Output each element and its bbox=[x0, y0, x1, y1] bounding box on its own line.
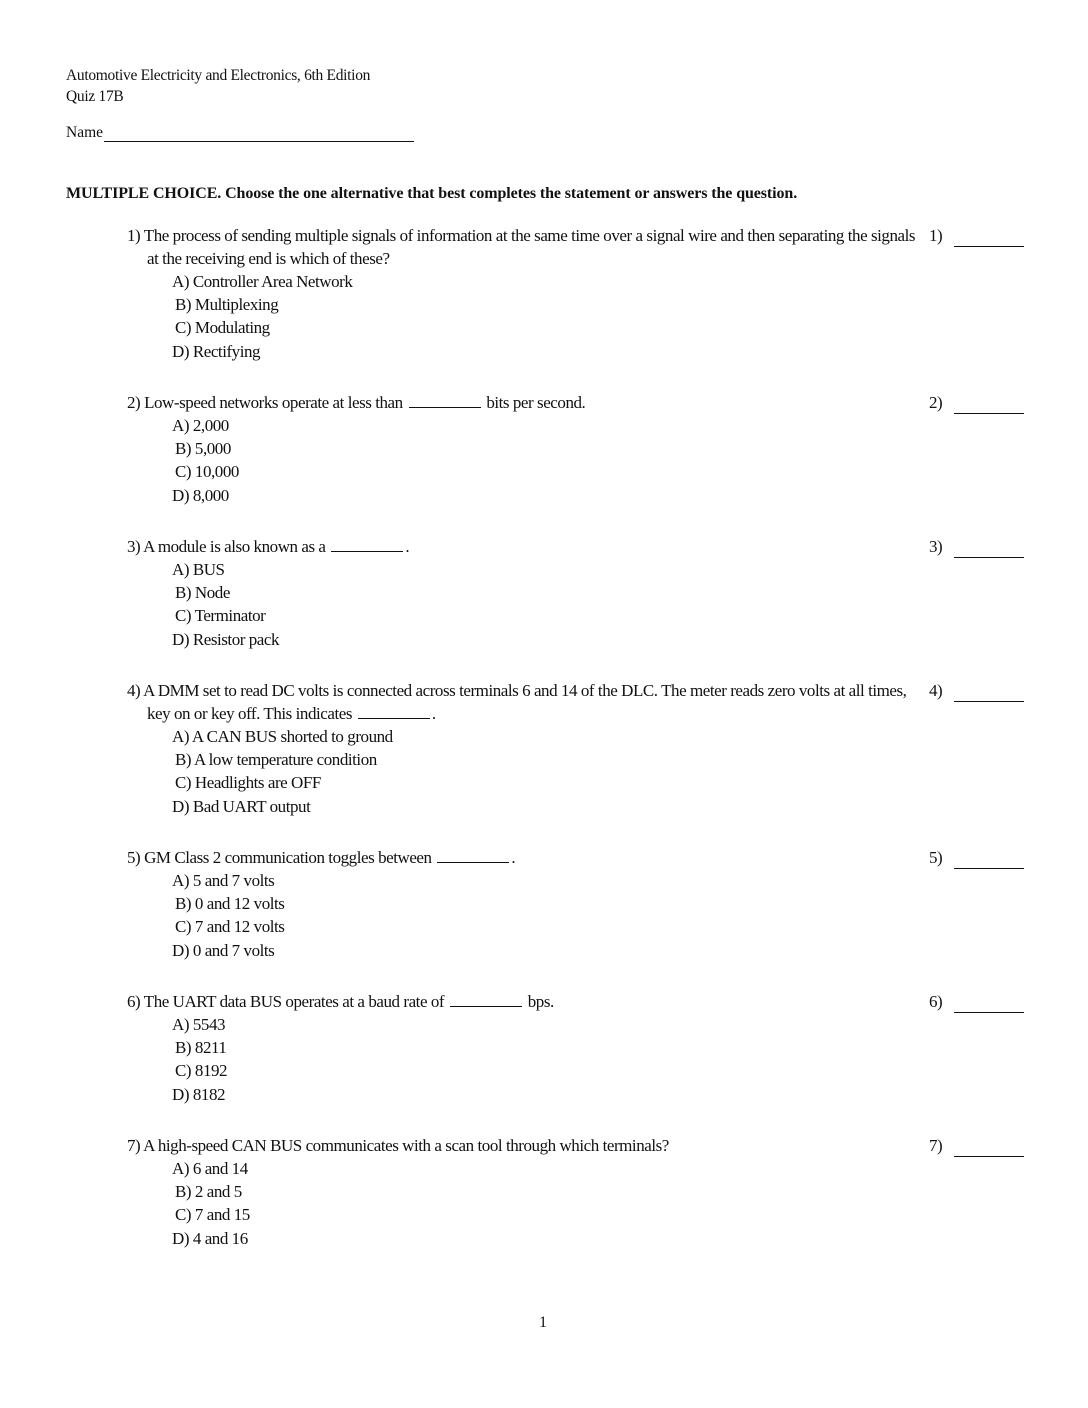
answer-blank-label: 6) bbox=[929, 992, 943, 1011]
page-number: 1 bbox=[539, 1314, 547, 1331]
answer-blank-label: 2) bbox=[929, 393, 943, 412]
question-text: Low-speed networks operate at less than bbox=[144, 393, 403, 412]
question-text-after: . bbox=[405, 537, 410, 556]
question-text: The UART data BUS operates at a baud rate of bbox=[143, 992, 445, 1011]
question-stem bbox=[127, 391, 917, 414]
answer-options bbox=[172, 1013, 1027, 1106]
answer-blank-label: 4) bbox=[929, 681, 943, 700]
answer-option: C) Modulating bbox=[175, 318, 270, 338]
answer-option: C) Headlights are OFF bbox=[175, 773, 321, 793]
fill-in-blank bbox=[358, 704, 430, 719]
answer-option: D) 8,000 bbox=[172, 485, 229, 505]
answer-options bbox=[172, 558, 1027, 651]
question-number: 5) bbox=[127, 848, 141, 867]
answer-blank-label: 7) bbox=[929, 1136, 943, 1155]
answer-option: A) 5543 bbox=[172, 1015, 226, 1034]
question-text: The process of sending multiple signals of information at the same time over a signal wire and then separating the signals at the receiving end is which of these? bbox=[143, 226, 916, 268]
question-text-after: bps. bbox=[527, 992, 554, 1011]
answer-options bbox=[172, 725, 1027, 818]
answer-option: B) A low temperature condition bbox=[175, 750, 377, 770]
question-item bbox=[127, 679, 1027, 818]
answer-option: B) Node bbox=[175, 583, 230, 603]
answer-option: D) 8182 bbox=[172, 1084, 226, 1104]
answer-option: A) 6 and 14 bbox=[172, 1159, 248, 1178]
name-blank-line[interactable] bbox=[104, 125, 414, 142]
answer-blank-line[interactable] bbox=[954, 851, 1024, 869]
question-number: 1) bbox=[127, 226, 141, 245]
answer-blank bbox=[929, 535, 1024, 558]
answer-option: B) Multiplexing bbox=[175, 295, 279, 315]
answer-blank bbox=[929, 1134, 1024, 1157]
fill-in-blank bbox=[450, 992, 522, 1007]
name-field bbox=[66, 124, 414, 142]
question-stem bbox=[127, 679, 917, 725]
answer-blank bbox=[929, 679, 1024, 702]
answer-option: C) 10,000 bbox=[175, 462, 239, 482]
answer-option: B) 0 and 12 volts bbox=[175, 894, 285, 914]
answer-option: A) 5 and 7 volts bbox=[172, 871, 275, 890]
question-item bbox=[127, 391, 1027, 507]
question-stem bbox=[127, 846, 917, 869]
answer-blank bbox=[929, 391, 1024, 414]
answer-option: C) 7 and 15 bbox=[175, 1205, 250, 1225]
document-title: Automotive Electricity and Electronics, 6th Edition bbox=[66, 67, 371, 84]
question-text: A high-speed CAN BUS communicates with a scan tool through which terminals? bbox=[143, 1136, 669, 1155]
question-number: 6) bbox=[127, 992, 141, 1011]
answer-blank bbox=[929, 846, 1024, 869]
answer-option: B) 5,000 bbox=[175, 439, 231, 459]
answer-option: D) 0 and 7 volts bbox=[172, 940, 275, 960]
answer-blank-label: 1) bbox=[929, 226, 943, 245]
fill-in-blank bbox=[409, 393, 481, 408]
answer-option: D) Resistor pack bbox=[172, 629, 280, 649]
question-stem bbox=[127, 990, 917, 1013]
question-text-after: . bbox=[431, 704, 436, 723]
answer-blank-line[interactable] bbox=[954, 1139, 1024, 1157]
answer-option: C) 7 and 12 volts bbox=[175, 917, 285, 937]
question-item bbox=[127, 846, 1027, 962]
answer-blank-line[interactable] bbox=[954, 540, 1024, 558]
name-label: Name bbox=[66, 124, 104, 141]
question-item bbox=[127, 224, 1027, 363]
section-instructions: MULTIPLE CHOICE. Choose the one alternative that best completes the statement or answers the question. bbox=[66, 185, 798, 202]
answer-options bbox=[172, 1157, 1027, 1250]
question-text: GM Class 2 communication toggles between bbox=[144, 848, 432, 867]
answer-option: A) Controller Area Network bbox=[172, 272, 353, 291]
question-stem bbox=[127, 535, 917, 558]
question-item bbox=[127, 1134, 1027, 1250]
answer-option: B) 2 and 5 bbox=[175, 1182, 242, 1202]
question-number: 4) bbox=[127, 681, 141, 700]
answer-option: D) Rectifying bbox=[172, 341, 261, 361]
question-number: 7) bbox=[127, 1136, 141, 1155]
question-number: 2) bbox=[127, 393, 141, 412]
fill-in-blank bbox=[331, 537, 403, 552]
answer-options bbox=[172, 270, 1027, 363]
quiz-label: Quiz 17B bbox=[66, 88, 124, 105]
question-text: A module is also known as a bbox=[143, 537, 326, 556]
answer-blank-line[interactable] bbox=[954, 995, 1024, 1013]
answer-option: C) Terminator bbox=[175, 606, 266, 626]
question-text-after: bits per second. bbox=[486, 393, 586, 412]
question-stem bbox=[127, 1134, 917, 1157]
answer-options bbox=[172, 869, 1027, 962]
answer-blank-line[interactable] bbox=[954, 396, 1024, 414]
answer-blank bbox=[929, 990, 1024, 1013]
answer-option: B) 8211 bbox=[175, 1038, 227, 1058]
answer-blank-label: 3) bbox=[929, 537, 943, 556]
answer-option: A) BUS bbox=[172, 560, 225, 579]
answer-option: A) 2,000 bbox=[172, 416, 229, 435]
answer-option: C) 8192 bbox=[175, 1061, 228, 1081]
answer-option: A) A CAN BUS shorted to ground bbox=[172, 727, 393, 746]
fill-in-blank bbox=[437, 848, 509, 863]
answer-options bbox=[172, 414, 1027, 507]
question-stem bbox=[127, 224, 917, 270]
answer-blank-label: 5) bbox=[929, 848, 943, 867]
answer-option: D) 4 and 16 bbox=[172, 1228, 248, 1248]
question-item bbox=[127, 990, 1027, 1106]
answer-blank-line[interactable] bbox=[954, 229, 1024, 247]
answer-blank-line[interactable] bbox=[954, 684, 1024, 702]
question-item bbox=[127, 535, 1027, 651]
question-text-after: . bbox=[511, 848, 516, 867]
question-text: A DMM set to read DC volts is connected across terminals 6 and 14 of the DLC. The meter reads zero volts at all times, key on or key off. This indicates bbox=[143, 681, 907, 723]
answer-blank bbox=[929, 224, 1024, 247]
answer-option: D) Bad UART output bbox=[172, 796, 311, 816]
question-number: 3) bbox=[127, 537, 141, 556]
